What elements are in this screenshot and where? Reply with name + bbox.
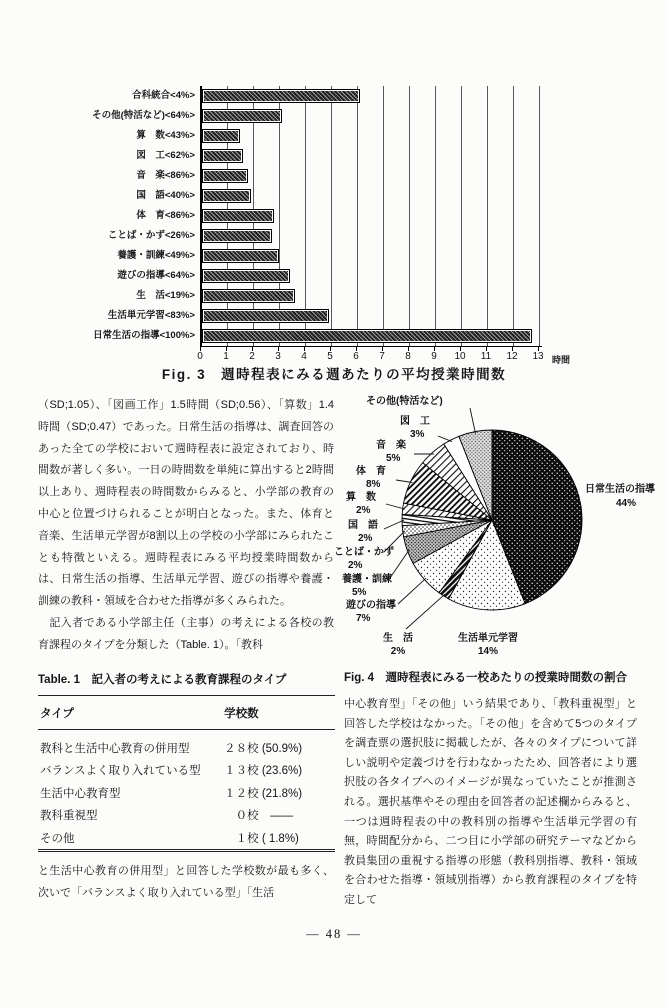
bar-category-label: 音 楽<86%> <box>136 170 195 181</box>
gridline <box>383 86 384 346</box>
bar <box>202 249 279 263</box>
pie-slice-percent: 5% <box>386 453 401 464</box>
x-tick-label: 9 <box>431 351 437 362</box>
pie-slice-label: 国 語 <box>348 520 378 531</box>
gridline <box>539 86 540 346</box>
gridline <box>409 86 410 346</box>
cell-type: 教科重視型 <box>40 810 98 823</box>
cell-count: １校 ( 1.8%) <box>224 832 299 845</box>
pie-slice-percent: 8% <box>366 479 381 490</box>
pie-slice-percent: 44% <box>615 498 637 509</box>
table1-body <box>38 730 335 851</box>
fig3-category-labels <box>36 86 200 365</box>
pie-slice-label: 算 数 <box>346 492 376 503</box>
pie-slice-percent: 2% <box>358 533 373 544</box>
leader-line <box>386 504 405 509</box>
table-row <box>38 730 335 760</box>
x-tick-label: 7 <box>379 351 385 362</box>
pie-slice-label: ことば・かず <box>334 547 394 558</box>
bar <box>202 89 360 103</box>
bar <box>202 129 240 143</box>
fig4-pie-chart <box>336 392 666 666</box>
gridline <box>305 86 306 346</box>
fig4-caption: Fig. 4 週時程表にみる一校あたりの授業時間数の割合 <box>344 672 628 684</box>
leader-line <box>384 520 404 529</box>
cell-count: ２８校 (50.9%) <box>224 743 303 755</box>
gridline <box>513 86 514 346</box>
gridline <box>435 86 436 346</box>
x-tick-label: 6 <box>353 351 359 362</box>
x-tick-label: 5 <box>327 351 333 362</box>
column-header-type: タイプ <box>38 696 222 730</box>
pie-slice-percent: 2% <box>390 646 406 657</box>
bar-category-label: その他(特活など)<64%> <box>92 110 195 121</box>
pie-slice-percent: 2% <box>356 505 371 516</box>
pie-slice-label: 体 育 <box>356 466 386 477</box>
page-number: ― 48 ― <box>306 927 362 941</box>
bar <box>202 209 274 223</box>
leader-line <box>406 594 445 629</box>
cell-type: 教科と生活中心教育の併用型 <box>40 743 190 755</box>
fig3-caption: Fig. 3 週時程表にみる週あたりの平均授業時間数 <box>161 367 507 382</box>
bar <box>202 109 282 123</box>
bar-category-label: 合科統合<4%> <box>132 90 195 101</box>
pie-slice-percent: 14% <box>477 646 499 657</box>
leader-line <box>398 578 426 604</box>
table-row <box>38 826 335 850</box>
bar-category-label: 生活単元学習<83%> <box>107 310 195 321</box>
pie-slice-label: 遊びの指導 <box>346 600 396 611</box>
bar-category-label: 体 育<86%> <box>136 210 195 221</box>
paragraph: 記入者である小学部主任（主事）の考えによる各校の教育課程のタイプを分類した（Table. 1）。「教科 <box>38 616 334 651</box>
gridline <box>331 86 332 346</box>
pie-slice-label: 養護・訓練 <box>342 574 392 585</box>
bar <box>202 149 243 163</box>
bar <box>202 309 329 323</box>
pie-slices <box>402 430 582 610</box>
x-tick-label: 8 <box>405 351 411 362</box>
bar-category-label: 遊びの指導<64%> <box>117 270 195 281</box>
x-tick-label: 0 <box>197 351 203 362</box>
x-tick-label: 1 <box>223 351 229 362</box>
x-tick-label: 13 <box>532 351 544 362</box>
pie-slice-percent: 3% <box>410 429 425 440</box>
body-text-left-bottom: と生活中心教育の併用型」と回答した学校数が最も多く、次いで「バランスよく取り入れている型」「生活 <box>38 865 334 899</box>
bar <box>202 289 295 303</box>
body-text-left <box>38 395 334 657</box>
table-row <box>38 804 335 826</box>
pie-slice-percent: 2% <box>348 560 363 571</box>
table1 <box>38 671 335 852</box>
cell-type: バランスよく取り入れている型 <box>40 765 201 778</box>
pie-slice-label: 図 工 <box>400 416 430 427</box>
table1-grid <box>38 695 335 852</box>
cell-count: １２校 (21.8%) <box>224 787 303 800</box>
bar-category-label: 国 語<40%> <box>136 190 195 201</box>
pie-slice-label: 日常生活の指導 <box>585 484 655 495</box>
fig3-plot <box>200 86 542 347</box>
bar-category-label: 日常生活の指導<100%> <box>93 330 195 341</box>
gridline <box>487 86 488 346</box>
gridline <box>357 86 358 346</box>
table1-caption: Table. 1 記入者の考えによる教育課程のタイプ <box>38 674 287 686</box>
cell-count: １３校 (23.6%) <box>224 765 303 778</box>
table-header-row <box>38 696 335 730</box>
bar <box>202 329 532 343</box>
leader-line <box>470 408 476 434</box>
pie-slice-label: 生活単元学習 <box>458 633 518 644</box>
x-tick-label: 12 <box>506 351 518 362</box>
fig3-plot-area <box>197 86 571 365</box>
x-tick-label: 3 <box>275 351 281 362</box>
fig3-axis-unit-label: 時間 <box>552 355 571 365</box>
bar <box>202 169 248 183</box>
bar-category-label: 生 活<19%> <box>136 290 195 301</box>
leader-line <box>396 480 412 483</box>
x-tick-label: 11 <box>480 351 492 362</box>
x-tick-label: 2 <box>249 351 255 362</box>
x-tick-label: 10 <box>454 351 466 362</box>
column-header-count: 学校数 <box>222 696 335 730</box>
gridline <box>461 86 462 346</box>
pie-slice-label: その他(特活など) <box>366 396 443 407</box>
bar-category-label: 算 数<43%> <box>136 130 195 141</box>
bar <box>202 189 251 203</box>
cell-type: 生活中心教育型 <box>40 787 121 800</box>
pie-slice-label: 生 活 <box>383 633 413 644</box>
bar-category-label: ことば・かず<26%> <box>107 230 195 241</box>
bar <box>202 269 290 283</box>
cell-type: その他 <box>40 832 75 845</box>
pie-slice-percent: 7% <box>356 613 371 624</box>
bar-category-label: 図 工<62%> <box>136 150 195 161</box>
x-tick-label: 4 <box>301 351 307 362</box>
bar-category-label: 養護・訓練<49%> <box>117 250 195 261</box>
pie-slice-label: 音 楽 <box>376 440 406 451</box>
leader-line <box>438 436 452 442</box>
fig3-bar-chart <box>36 86 571 365</box>
pie-slice-percent: 5% <box>352 587 367 598</box>
bar <box>202 229 272 243</box>
table-row <box>38 759 335 781</box>
paragraph: （SD;1.05）、「図画工作」1.5時間（SD;0.56）、「算数」1.4時間（SD;0.47）であった。日常生活の指導は、調査回答のあった全ての学校において週時程表に設定されており、時間数が著しく多い。一日の時間数を単純に算出すると2時間以上あり、週時程表の時間数からみると、小学部の教育の中心と位置づけられることが明白となった。また、体育と音楽、生活単元学習が8割以上の学校の小学部にみられたことも特徴といえる。週時程表にみる平均授業時間数からは、日常生活の指導、生活単元学習、遊びの指導や養護・訓練の教科・領域を合わせた指導が多くみられた。 <box>38 399 334 608</box>
cell-count: ０校 ―― <box>224 810 294 823</box>
gridline <box>279 86 280 346</box>
table-row <box>38 782 335 804</box>
body-text-right: 中心教育型」「その他」いう結果であり、「教科重視型」と回答した学校はなかった。「その他」を含めて5つのタイプを調査票の選択肢に掲載したが、各々のタイプについて詳しい説明や定義づけを行わなかったため、回答者により選択肢の各タイプへのイメージが異なっていたことが推測される。選択基準やその理由を回答者の記述欄からみると、一つは週時程表の中の教科別の指導や生活単元学習の有無，時間配分から、二つ目に小学部の研究テーマなどから教員集団の重視する指導の形態（教科別指導、教科・領域を合わせた指導・領域別指導）から教育課程のタイプを特定して <box>344 698 637 906</box>
